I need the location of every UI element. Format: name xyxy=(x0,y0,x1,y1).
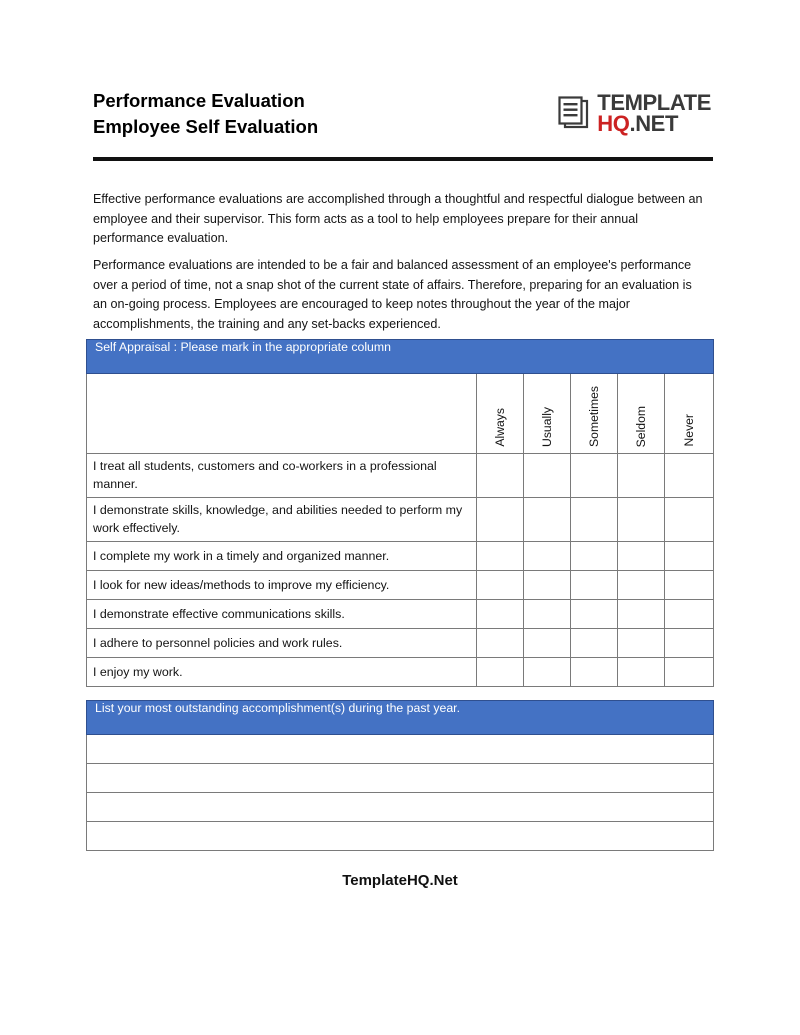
mark-cell-never[interactable] xyxy=(665,542,714,571)
table-row xyxy=(87,600,714,629)
mark-cell-never[interactable] xyxy=(665,571,714,600)
rating-header-sometimes xyxy=(571,374,618,454)
accomplishment-input-4[interactable] xyxy=(87,822,714,851)
rating-label-usually: Usually xyxy=(539,407,554,447)
mark-cell-sometimes[interactable] xyxy=(571,658,618,687)
mark-cell-never[interactable] xyxy=(665,600,714,629)
accomplishment-input-2[interactable] xyxy=(87,764,714,793)
title-line-1: Performance Evaluation xyxy=(93,90,305,111)
document-stack-icon xyxy=(557,96,591,132)
mark-cell-always[interactable] xyxy=(477,600,524,629)
self-appraisal-band-title: Self Appraisal : Please mark in the appropriate column xyxy=(87,340,714,374)
mark-cell-sometimes[interactable] xyxy=(571,542,618,571)
table-row xyxy=(87,498,714,542)
accomplishments-band-title: List your most outstanding accomplishment(s) during the past year. xyxy=(87,701,714,735)
mark-cell-seldom[interactable] xyxy=(618,658,665,687)
mark-cell-seldom[interactable] xyxy=(618,571,665,600)
logo-text-hq: HQ xyxy=(597,111,630,136)
rating-label-seldom: Seldom xyxy=(633,405,648,447)
rating-header-always xyxy=(477,374,524,454)
intro-paragraph-2: Performance evaluations are intended to be a fair and balanced assessment of an employee's performance over a period of time, not a snap shot of the current state of affairs. Therefore, preparing for an evaluation is an on-going process. Employees are encouraged to keep notes throughout the year of the major accomplishments, the training and any set-backs experienced. xyxy=(93,258,692,331)
logo-text-net: .NET xyxy=(629,111,678,136)
templatehq-logo xyxy=(557,92,711,135)
page-footer: TemplateHQ.Net xyxy=(342,872,458,889)
statement-text: I demonstrate effective communications skills. xyxy=(87,600,477,629)
rating-header-row xyxy=(87,374,714,454)
mark-cell-always[interactable] xyxy=(477,454,524,498)
self-appraisal-band-row xyxy=(87,340,714,374)
header-divider xyxy=(93,157,713,161)
mark-cell-seldom[interactable] xyxy=(618,600,665,629)
intro-paragraph-1: Effective performance evaluations are accomplished through a thoughtful and respectful dialogue between an employee and their supervisor. This form acts as a tool to help employees prepare for their annual performance evaluation. xyxy=(93,192,703,245)
rating-header-never xyxy=(665,374,714,454)
accomplishments-table xyxy=(86,700,714,851)
mark-cell-sometimes[interactable] xyxy=(571,571,618,600)
mark-cell-always[interactable] xyxy=(477,629,524,658)
statement-text: I demonstrate skills, knowledge, and abilities needed to perform my work effectively. xyxy=(87,498,477,542)
page-title xyxy=(93,88,318,139)
mark-cell-usually[interactable] xyxy=(524,600,571,629)
accomplishments-band-row xyxy=(87,701,714,735)
mark-cell-never[interactable] xyxy=(665,454,714,498)
mark-cell-usually[interactable] xyxy=(524,629,571,658)
mark-cell-never[interactable] xyxy=(665,658,714,687)
logo-text-hqnet xyxy=(597,113,711,135)
statement-header-blank xyxy=(87,374,477,454)
logo-text-template: TEMPLATE xyxy=(597,90,711,115)
rating-label-never: Never xyxy=(681,414,696,447)
mark-cell-never[interactable] xyxy=(665,629,714,658)
statement-text: I adhere to personnel policies and work rules. xyxy=(87,629,477,658)
accomplishment-input-1[interactable] xyxy=(87,735,714,764)
statement-text: I look for new ideas/methods to improve my efficiency. xyxy=(87,571,477,600)
mark-cell-sometimes[interactable] xyxy=(571,629,618,658)
rating-label-always: Always xyxy=(492,408,507,447)
self-appraisal-table xyxy=(86,339,714,687)
mark-cell-usually[interactable] xyxy=(524,542,571,571)
table-row xyxy=(87,542,714,571)
table-row xyxy=(87,629,714,658)
accomplishment-entry-row xyxy=(87,822,714,851)
mark-cell-always[interactable] xyxy=(477,571,524,600)
title-line-2: Employee Self Evaluation xyxy=(93,116,319,137)
mark-cell-always[interactable] xyxy=(477,658,524,687)
mark-cell-usually[interactable] xyxy=(524,498,571,542)
mark-cell-never[interactable] xyxy=(665,498,714,542)
table-row xyxy=(87,571,714,600)
logo-wordmark xyxy=(597,92,711,135)
statement-text: I enjoy my work. xyxy=(87,658,477,687)
document-header xyxy=(93,88,713,139)
accomplishment-input-3[interactable] xyxy=(87,793,714,822)
table-row xyxy=(87,454,714,498)
mark-cell-always[interactable] xyxy=(477,498,524,542)
accomplishment-entry-row xyxy=(87,735,714,764)
table-row xyxy=(87,658,714,687)
mark-cell-seldom[interactable] xyxy=(618,498,665,542)
mark-cell-seldom[interactable] xyxy=(618,454,665,498)
mark-cell-usually[interactable] xyxy=(524,454,571,498)
statement-text: I complete my work in a timely and organized manner. xyxy=(87,542,477,571)
mark-cell-always[interactable] xyxy=(477,542,524,571)
mark-cell-sometimes[interactable] xyxy=(571,498,618,542)
mark-cell-seldom[interactable] xyxy=(618,629,665,658)
mark-cell-usually[interactable] xyxy=(524,658,571,687)
mark-cell-sometimes[interactable] xyxy=(571,454,618,498)
statement-text: I treat all students, customers and co-workers in a professional manner. xyxy=(87,454,477,498)
rating-header-seldom xyxy=(618,374,665,454)
rating-header-usually xyxy=(524,374,571,454)
mark-cell-sometimes[interactable] xyxy=(571,600,618,629)
mark-cell-seldom[interactable] xyxy=(618,542,665,571)
rating-label-sometimes: Sometimes xyxy=(586,386,601,447)
mark-cell-usually[interactable] xyxy=(524,571,571,600)
accomplishment-entry-row xyxy=(87,764,714,793)
accomplishment-entry-row xyxy=(87,793,714,822)
